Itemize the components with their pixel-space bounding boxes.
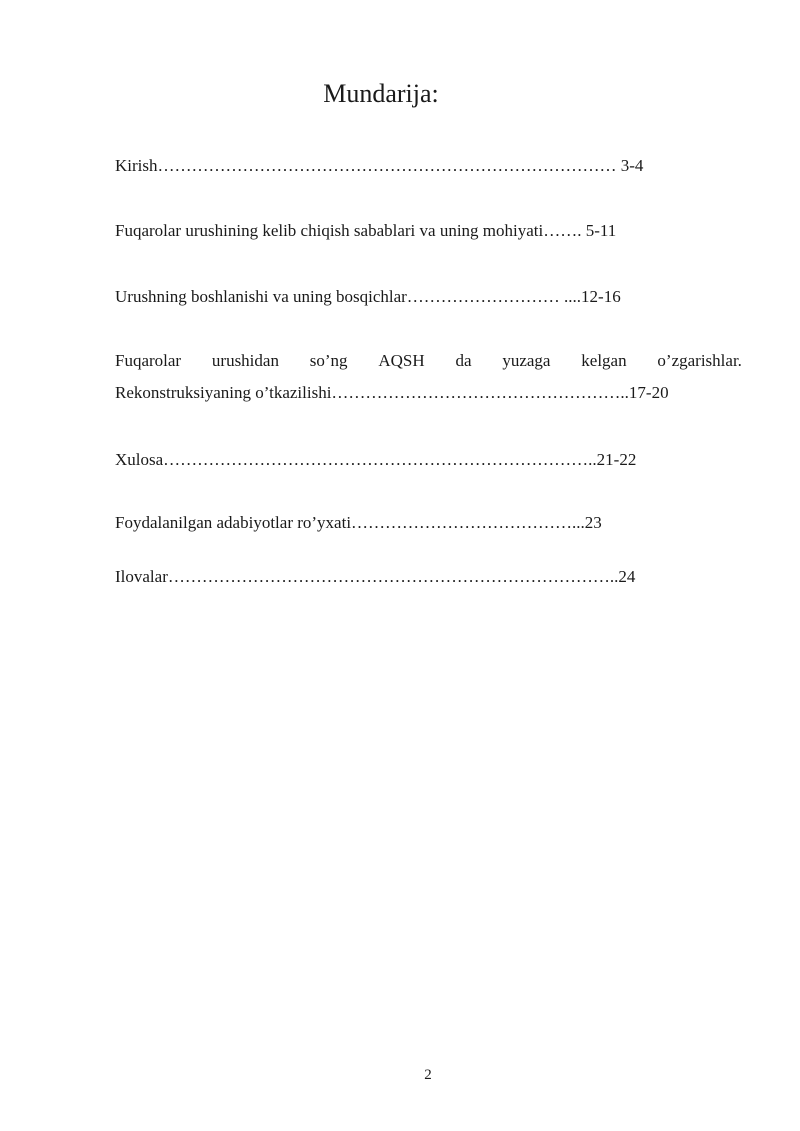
toc-entry-kirish: Kirish……………………………………………………………………… 3-4 (115, 156, 644, 175)
toc-word: urushidan (211, 351, 279, 370)
toc-word: yuzaga (502, 351, 551, 370)
toc-entry-bibliography: Foydalanilgan adabiyotlar ro’yxati…………………………………...23 (115, 513, 602, 532)
toc-entry-xulosa: Xulosa…………………………………………………………………..21-22 (115, 450, 637, 469)
toc-word: Fuqarolar (115, 351, 182, 370)
toc-entry-causes: Fuqarolar urushining kelib chiqish sabablari va uning mohiyati……. 5-11 (115, 221, 617, 240)
page-number: 2 (424, 1067, 432, 1083)
toc-entry-ilovalar: Ilovalar……………………………………………………………………..24 (115, 567, 636, 586)
toc-word: o’zgarishlar. (657, 351, 742, 370)
toc-word: so’ng (309, 351, 348, 370)
toc-entry-beginning: Urushning boshlanishi va uning bosqichlar……………………… ....12-16 (115, 287, 621, 306)
toc-entry-reconstruction-line1 (115, 350, 742, 372)
toc-word: AQSH (378, 351, 425, 370)
toc-word: kelgan (581, 351, 627, 370)
toc-word: da (455, 351, 472, 370)
page-title: Mundarija: (323, 79, 439, 108)
toc-entry-reconstruction (115, 350, 742, 404)
toc-entry-reconstruction-line2: Rekonstruksiyaning o’tkazilishi……………………………………………..17-20 (115, 383, 669, 402)
